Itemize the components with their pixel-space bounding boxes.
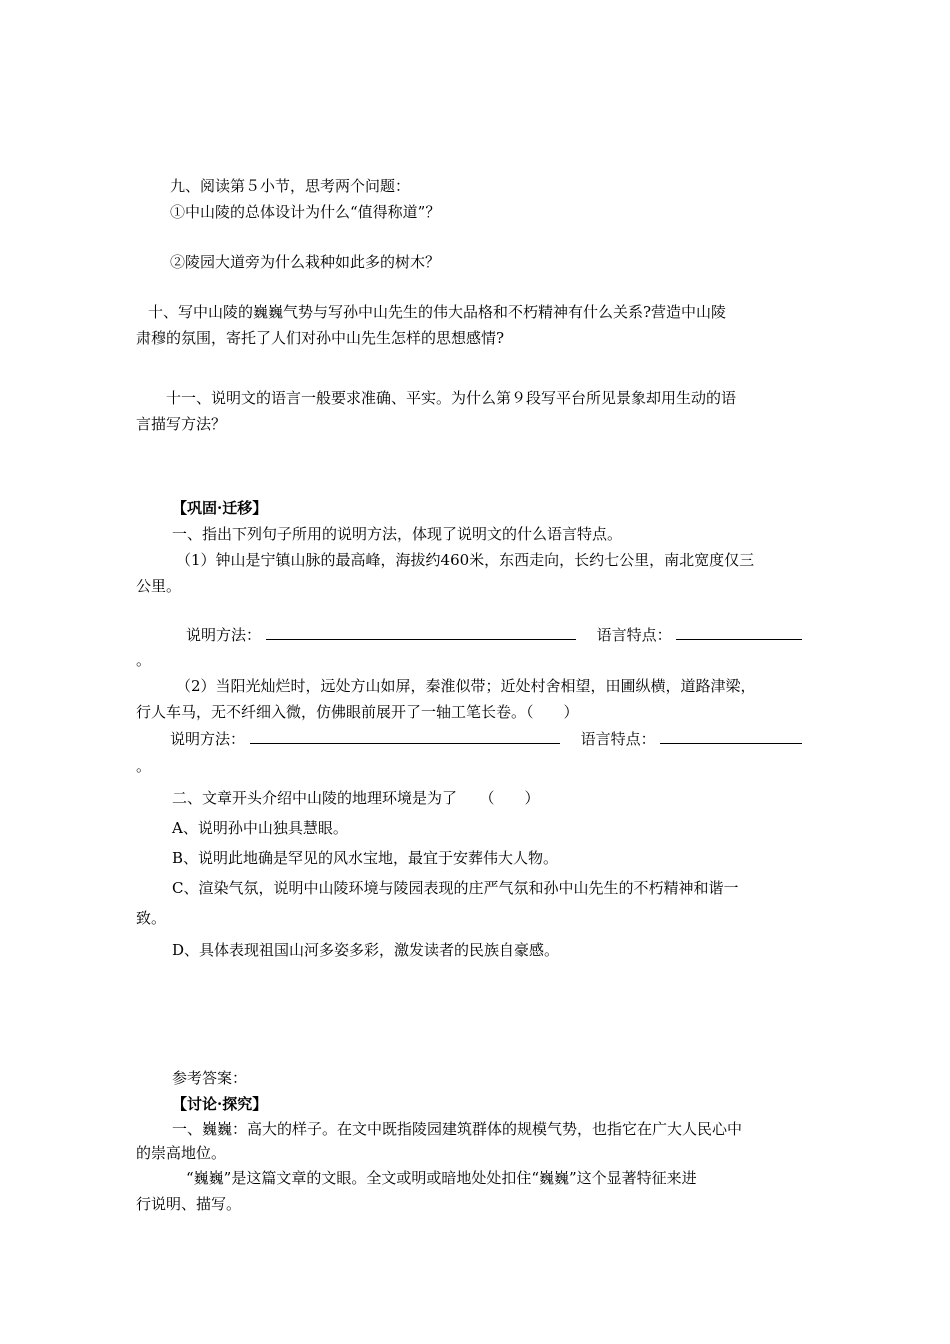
answer-row-1 xyxy=(186,624,802,645)
q10-line1: 十、写中山陵的巍巍气势与写孙中山先生的伟大品格和不朽精神有什么关系?营造中山陵 xyxy=(148,303,727,321)
discuss-heading: 【讨论·探究】 xyxy=(172,1095,268,1113)
answer2-line1: “巍巍”是这篇文章的文眼。全文或明或暗地处处扣住“巍巍”这个显著特征来进 xyxy=(186,1169,697,1187)
answer1-line2: 的崇高地位。 xyxy=(136,1144,227,1162)
answer2-line2: 行说明、描写。 xyxy=(136,1195,242,1213)
consolidate-q1-title: 一、指出下列句子所用的说明方法，体现了说明文的什么语言特点。 xyxy=(172,525,623,543)
q10-line2: 肃穆的氛围，寄托了人们对孙中山先生怎样的思想感情? xyxy=(136,329,505,347)
end-mark-2: 。 xyxy=(136,757,152,775)
method-label: 说明方法： xyxy=(186,626,262,644)
option-d: D、具体表现祖国山河多姿多彩，激发读者的民族自豪感。 xyxy=(172,941,560,959)
q11-line2: 言描写方法？ xyxy=(136,415,227,433)
sentence2-line2: 行人车马，无不纤细入微，仿佛眼前展开了一轴工笔长卷。（ ） xyxy=(136,703,579,721)
q9-title: 九、阅读第５小节，思考两个问题： xyxy=(170,177,411,195)
method-blank-2[interactable] xyxy=(250,728,560,744)
answer-row-2 xyxy=(170,728,802,749)
feature-label: 语言特点： xyxy=(596,626,672,644)
answer1-line1: 一、巍巍：高大的样子。在文中既指陵园建筑群体的规模气势，也指它在广大人民心中 xyxy=(172,1120,743,1138)
method-label: 说明方法： xyxy=(170,730,246,748)
sentence1-line2: 公里。 xyxy=(136,577,182,595)
feature-label: 语言特点： xyxy=(580,730,656,748)
sentence1-line1: （1）钟山是宁镇山脉的最高峰，海拔约460米，东西走向，长约七公里，南北宽度仅三 xyxy=(176,551,755,569)
option-c-line1: C、渲染气氛，说明中山陵环境与陵园表现的庄严气氛和孙中山先生的不朽精神和谐一 xyxy=(172,879,739,897)
q9-sub1: ①中山陵的总体设计为什么“值得称道”？ xyxy=(170,203,441,221)
q9-sub2: ②陵园大道旁为什么栽种如此多的树木？ xyxy=(170,253,441,271)
feature-blank-2[interactable] xyxy=(660,728,802,744)
answers-label: 参考答案： xyxy=(172,1069,248,1087)
feature-blank-1[interactable] xyxy=(676,624,802,640)
option-a: A、说明孙中山独具慧眼。 xyxy=(172,819,348,837)
method-blank-1[interactable] xyxy=(266,624,576,640)
option-b: B、说明此地确是罕见的风水宝地，最宜于安葬伟大人物。 xyxy=(172,849,559,867)
q11-line1: 十一、说明文的语言一般要求准确、平实。为什么第９段写平台所见景象却用生动的语 xyxy=(166,389,737,407)
consolidate-q2-title: 二、文章开头介绍中山陵的地理环境是为了 （ ） xyxy=(172,789,540,807)
option-c-line2: 致。 xyxy=(136,909,167,927)
end-mark-1: 。 xyxy=(136,651,152,669)
sentence2-line1: （2）当阳光灿烂时，远处方山如屏，秦淮似带；近处村舍相望，田圃纵横，道路津梁， xyxy=(176,677,756,695)
consolidate-heading: 【巩固·迁移】 xyxy=(172,499,268,517)
